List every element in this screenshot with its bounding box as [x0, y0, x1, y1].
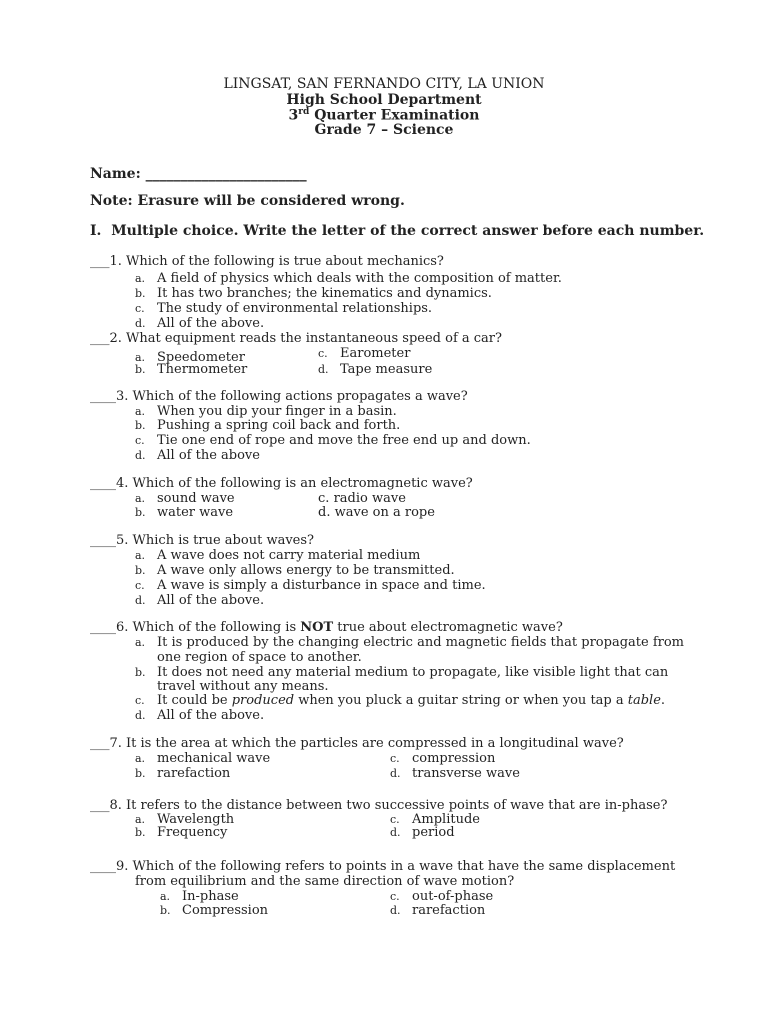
- q7-option-a: a. mechanical wave: [135, 751, 271, 766]
- q7-option-c: c. compression: [390, 751, 496, 766]
- q5-option-c: c. A wave is simply a disturbance in space and time.: [135, 578, 486, 593]
- q4-option-d: d. wave on a rope: [318, 505, 435, 520]
- grade-subject: Grade 7 – Science: [314, 122, 454, 138]
- name-field[interactable]: Name: _______________________: [90, 166, 307, 182]
- q8-option-b: b. Frequency: [135, 825, 228, 840]
- school-name: LINGSAT, SAN FERNANDO CITY, LA UNION: [223, 76, 545, 92]
- q5-option-a: a. A wave does not carry material medium: [135, 548, 421, 563]
- q2-option-a: a. Speedometer: [135, 350, 245, 365]
- question-9-stem: ____9. Which of the following refers to points in a wave that have the same displacement: [90, 859, 676, 874]
- section-text: Multiple choice. Write the letter of the correct answer before each number.: [111, 223, 705, 239]
- exam-title-text: Quarter Examination: [314, 107, 480, 124]
- q7-option-d: d. transverse wave: [390, 766, 520, 781]
- question-1-stem: ___1. Which of the following is true about mechanics?: [90, 254, 444, 269]
- q2-option-d: d. Tape measure: [318, 362, 433, 377]
- question-8-stem: ___8. It refers to the distance between two successive points of wave that are in-phase?: [90, 798, 668, 813]
- q9-option-a: a. In-phase: [160, 889, 239, 904]
- q3-option-d: d. All of the above: [135, 448, 260, 463]
- q2-option-c: c. Earometer: [318, 346, 411, 361]
- exam-ordinal: 3: [288, 107, 299, 124]
- q1-option-a: a. A field of physics which deals with the composition of matter.: [135, 271, 562, 286]
- q6-option-b: b. It does not need any material medium to propagate, like visible light that can: [135, 665, 669, 680]
- q1-option-c: c. The study of environmental relationships.: [135, 301, 433, 316]
- q3-option-c: c. Tie one end of rope and move the free end up and down.: [135, 433, 531, 448]
- question-4-stem: ____4. Which of the following is an electromagnetic wave?: [90, 476, 473, 491]
- q8-option-a: a. Wavelength: [135, 812, 235, 827]
- question-6-stem: ____6. Which of the following is NOT true about electromagnetic wave?: [90, 620, 563, 635]
- department: High School Department: [286, 92, 482, 108]
- q6-option-d: d. All of the above.: [135, 708, 265, 723]
- q5-option-b: b. A wave only allows energy to be transmitted.: [135, 563, 455, 578]
- q6-option-c: c. It could be produced when you pluck a guitar string or when you tap a table.: [135, 693, 666, 708]
- q2-option-b: b. Thermometer: [135, 362, 248, 377]
- q6-option-b-cont: travel without any means.: [157, 679, 329, 694]
- question-7-stem: ___7. It is the area at which the particles are compressed in a longitudinal wave?: [90, 736, 624, 751]
- q7-option-b: b. rarefaction: [135, 766, 231, 781]
- q4-option-a: a. sound wave: [135, 491, 235, 506]
- q1-option-d: d. All of the above.: [135, 316, 265, 331]
- q1-option-b: b. It has two branches; the kinematics and dynamics.: [135, 286, 492, 301]
- q3-option-b: b. Pushing a spring coil back and forth.: [135, 418, 401, 433]
- q9-option-b: b. Compression: [160, 903, 269, 918]
- note: Note: Erasure will be considered wrong.: [90, 193, 405, 209]
- q4-option-b: b. water wave: [135, 505, 234, 520]
- question-5-stem: ____5. Which is true about waves?: [90, 533, 314, 548]
- question-3-stem: ____3. Which of the following actions propagates a wave?: [90, 389, 468, 404]
- q6-option-a-cont: one region of space to another.: [157, 650, 362, 665]
- question-9-stem-cont: from equilibrium and the same direction of wave motion?: [135, 874, 515, 889]
- q6-option-a: a. It is produced by the changing electric and magnetic fields that propagate from: [135, 635, 685, 650]
- section-numeral: I.: [90, 223, 102, 239]
- question-2-stem: ___2. What equipment reads the instantaneous speed of a car?: [90, 331, 502, 346]
- q4-option-c: c. radio wave: [318, 491, 406, 506]
- section-instructions: [90, 223, 704, 239]
- q5-option-d: d. All of the above.: [135, 593, 265, 608]
- q9-option-d: d. rarefaction: [390, 903, 486, 918]
- q8-option-d: d. period: [390, 825, 455, 840]
- exam-ordinal-suffix: rd: [298, 107, 310, 117]
- q3-option-a: a. When you dip your finger in a basin.: [135, 404, 397, 419]
- q8-option-c: c. Amplitude: [390, 812, 480, 827]
- q9-option-c: c. out-of-phase: [390, 889, 494, 904]
